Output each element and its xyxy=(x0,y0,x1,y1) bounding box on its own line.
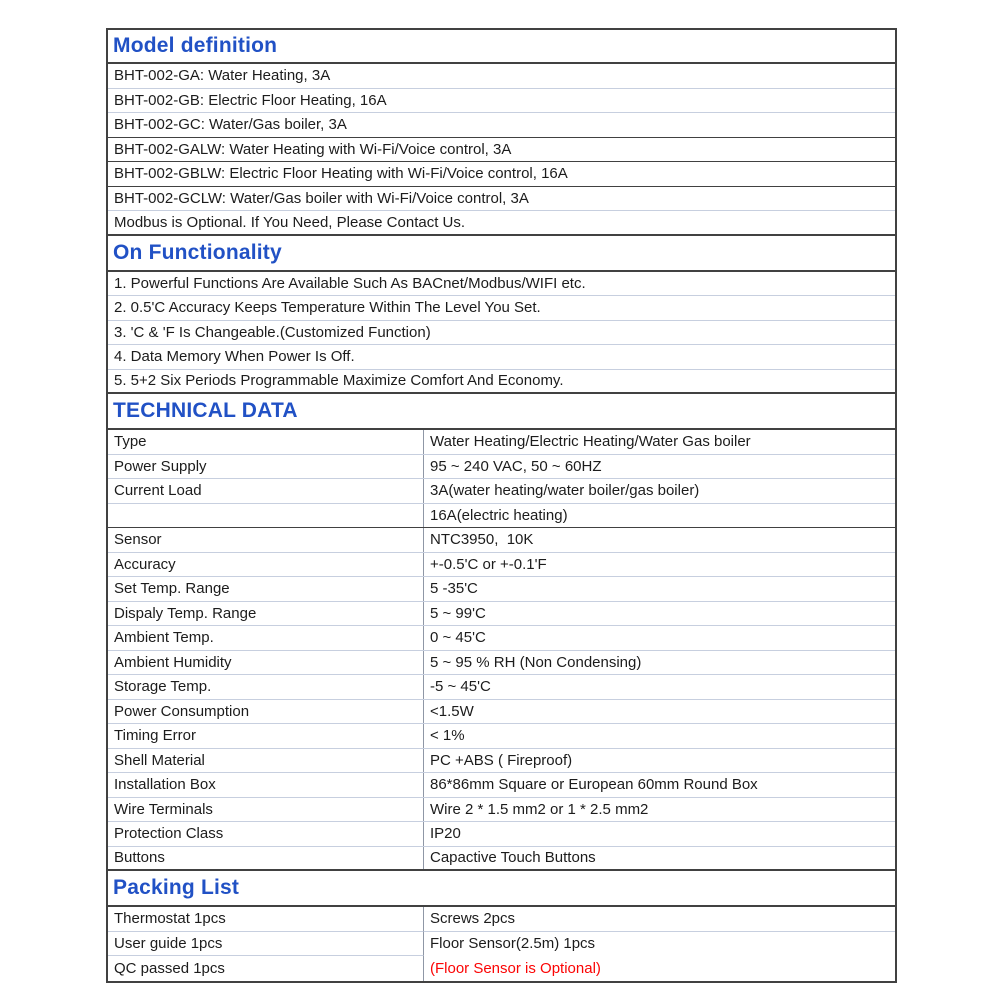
functionality-row-text: 2. 0.5'C Accuracy Keeps Temperature Within The Level You Set. xyxy=(114,299,541,317)
spec-value: NTC3950, 10K xyxy=(430,531,534,549)
spec-label: Set Temp. Range xyxy=(108,577,424,601)
spec-label: Buttons xyxy=(108,847,424,870)
spec-label xyxy=(108,504,424,528)
spec-label: Type xyxy=(108,430,424,454)
packing-item-right: Floor Sensor(2.5m) 1pcs xyxy=(430,935,596,953)
spec-label: Power Consumption xyxy=(108,700,424,724)
functionality-row xyxy=(108,296,895,321)
spec-value: PC +ABS ( Fireproof) xyxy=(430,751,573,769)
model-note-row xyxy=(108,211,895,236)
spec-row xyxy=(108,577,895,602)
functionality-row xyxy=(108,345,895,370)
spec-value: Wire 2 * 1.5 mm2 or 1 * 2.5 mm2 xyxy=(430,800,649,818)
packing-item-left: QC passed 1pcs xyxy=(108,956,424,981)
section-header-model-definition xyxy=(108,30,895,64)
spec-value: 16A(electric heating) xyxy=(430,506,568,524)
spec-row xyxy=(108,430,895,455)
section-title: Packing List xyxy=(113,876,240,899)
packing-item-left: Thermostat 1pcs xyxy=(108,907,424,932)
spec-row xyxy=(108,847,895,872)
section-header-packing-list xyxy=(108,871,895,907)
spec-label: Power Supply xyxy=(108,455,424,479)
spec-value: +-0.5'C or +-0.1'F xyxy=(430,555,547,573)
spec-row xyxy=(108,773,895,798)
spec-value: IP20 xyxy=(430,825,461,843)
model-row xyxy=(108,138,895,163)
spec-label: Timing Error xyxy=(108,724,424,748)
functionality-row-text: 3. 'C & 'F Is Changeable.(Customized Function) xyxy=(114,323,431,341)
model-row-text: BHT-002-GA: Water Heating, 3A xyxy=(114,67,331,85)
functionality-row xyxy=(108,272,895,297)
model-row-text: BHT-002-GC: Water/Gas boiler, 3A xyxy=(114,116,347,134)
spec-row xyxy=(108,822,895,847)
spec-row xyxy=(108,504,895,529)
section-header-technical-data xyxy=(108,394,895,430)
spec-value: 5 -35'C xyxy=(430,580,478,598)
spec-row xyxy=(108,675,895,700)
model-row xyxy=(108,187,895,212)
section-title: On Functionality xyxy=(113,240,282,264)
spec-label: Sensor xyxy=(108,528,424,552)
spec-label: Ambient Humidity xyxy=(108,651,424,675)
spec-row xyxy=(108,479,895,504)
spec-value: 0 ~ 45'C xyxy=(430,629,486,647)
spec-row xyxy=(108,700,895,725)
packing-row xyxy=(108,932,895,957)
spec-value: 95 ~ 240 VAC, 50 ~ 60HZ xyxy=(430,457,602,475)
spec-label: Wire Terminals xyxy=(108,798,424,822)
spec-label: Shell Material xyxy=(108,749,424,773)
model-row xyxy=(108,89,895,114)
spec-row xyxy=(108,602,895,627)
spec-row xyxy=(108,528,895,553)
section-title: Model definition xyxy=(113,34,278,57)
functionality-row-text: 5. 5+2 Six Periods Programmable Maximize Comfort And Economy. xyxy=(114,372,564,390)
packing-item-right: Screws 2pcs xyxy=(424,907,895,932)
model-row xyxy=(108,64,895,89)
model-row-text: BHT-002-GALW: Water Heating with Wi-Fi/Voice control, 3A xyxy=(114,140,512,158)
spec-value: 86*86mm Square or European 60mm Round Box xyxy=(430,776,758,794)
spec-row xyxy=(108,626,895,651)
functionality-row-text: 4. Data Memory When Power Is Off. xyxy=(114,348,355,366)
spec-value: <1.5W xyxy=(430,702,474,720)
spec-value: -5 ~ 45'C xyxy=(430,678,491,696)
model-row-text: BHT-002-GBLW: Electric Floor Heating with Wi-Fi/Voice control, 16A xyxy=(114,165,568,183)
spec-value: Water Heating/Electric Heating/Water Gas boiler xyxy=(430,433,751,451)
packing-row xyxy=(108,956,895,981)
spec-sheet-table xyxy=(106,28,897,983)
spec-row xyxy=(108,724,895,749)
spec-label: Current Load xyxy=(108,479,424,503)
packing-item-right-optional-note: (Floor Sensor is Optional) xyxy=(430,959,601,977)
spec-value: 3A(water heating/water boiler/gas boiler) xyxy=(430,482,700,500)
packing-row xyxy=(108,907,895,932)
spec-row xyxy=(108,651,895,676)
model-row xyxy=(108,113,895,138)
functionality-row-text: 1. Powerful Functions Are Available Such As BACnet/Modbus/WIFI etc. xyxy=(114,274,586,292)
model-row-text: BHT-002-GB: Electric Floor Heating, 16A xyxy=(114,91,387,109)
functionality-row xyxy=(108,370,895,395)
spec-value: < 1% xyxy=(430,727,465,745)
section-title: TECHNICAL DATA xyxy=(113,399,298,422)
spec-value: 5 ~ 99'C xyxy=(430,604,486,622)
spec-label: Dispaly Temp. Range xyxy=(108,602,424,626)
spec-value: 5 ~ 95 % RH (Non Condensing) xyxy=(430,653,642,671)
model-note-text: Modbus is Optional. If You Need, Please Contact Us. xyxy=(114,213,466,231)
spec-label: Ambient Temp. xyxy=(108,626,424,650)
spec-label: Accuracy xyxy=(108,553,424,577)
spec-row xyxy=(108,798,895,823)
spec-row xyxy=(108,749,895,774)
spec-row xyxy=(108,455,895,480)
packing-item-left: User guide 1pcs xyxy=(108,932,424,957)
spec-value: Capactive Touch Buttons xyxy=(430,849,596,867)
spec-label: Installation Box xyxy=(108,773,424,797)
functionality-row xyxy=(108,321,895,346)
section-header-functionality xyxy=(108,236,895,272)
spec-label: Protection Class xyxy=(108,822,424,846)
model-row-text: BHT-002-GCLW: Water/Gas boiler with Wi-Fi/Voice control, 3A xyxy=(114,189,529,207)
spec-row xyxy=(108,553,895,578)
spec-label: Storage Temp. xyxy=(108,675,424,699)
model-row xyxy=(108,162,895,187)
